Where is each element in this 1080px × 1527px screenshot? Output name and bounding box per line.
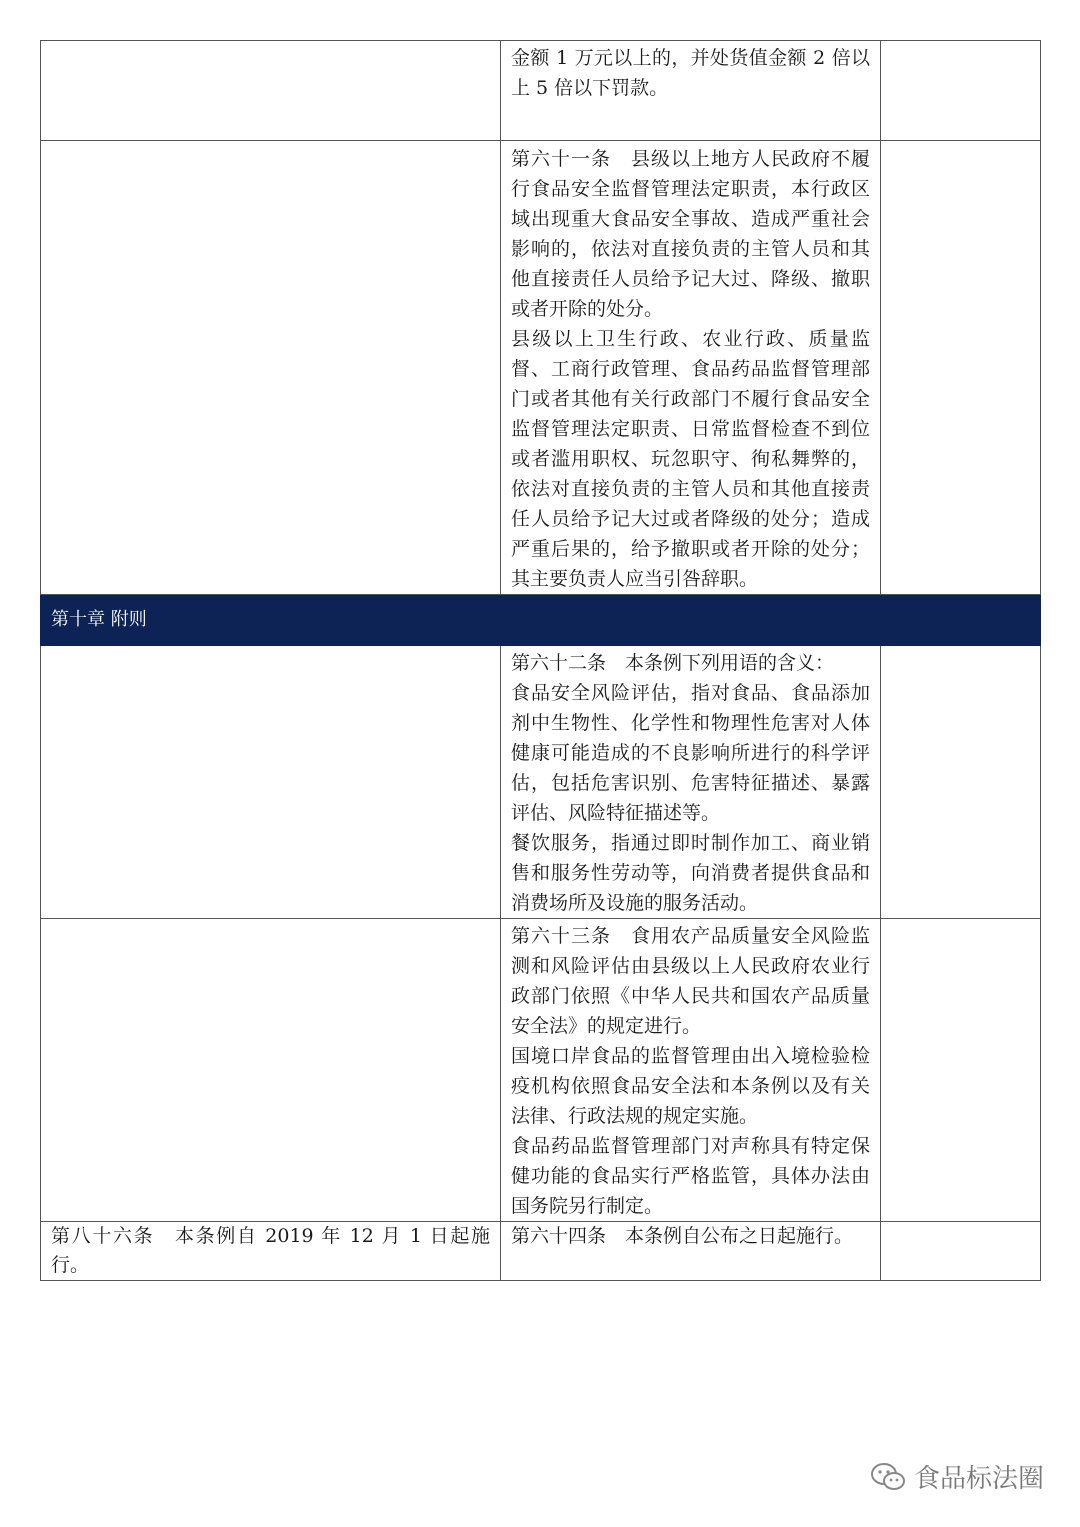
article-63-paragraph: 第六十三条 食用农产品质量安全风险监测和风险评估由县级以上人民政府农业行政部门依照《中华人民共和国农产品质量安全法》的规定进行。 xyxy=(511,925,870,1037)
old-text-cell xyxy=(41,141,501,595)
note-cell xyxy=(881,646,1041,919)
article-62-paragraph: 第六十二条 本条例下列用语的含义： xyxy=(511,652,835,674)
table-row xyxy=(41,919,1041,1222)
paragraph: 金额 1 万元以上的，并处货值金额 2 倍以上 5 倍以下罚款。 xyxy=(511,47,870,99)
paragraph: 国境口岸食品的监督管理由出入境检验检疫机构依照食品安全法和本条例以及有关法律、行政法规的规定实施。 xyxy=(511,1045,870,1127)
old-text-cell xyxy=(41,41,501,141)
paragraph: 食品安全风险评估，指对食品、食品添加剂中生物性、化学性和物理性危害对人体健康可能造成的不良影响所进行的科学评估，包括危害识别、危害特征描述、暴露评估、风险特征描述等。 xyxy=(511,682,870,824)
note-cell xyxy=(881,141,1041,595)
note-cell xyxy=(881,41,1041,141)
paragraph: 餐饮服务，指通过即时制作加工、商业销售和服务性劳动等，向消费者提供食品和消费场所及设施的服务活动。 xyxy=(511,832,870,914)
watermark-text: 食品标法圈 xyxy=(913,1464,1044,1494)
chapter-band-cell xyxy=(881,595,1041,646)
new-text-cell xyxy=(501,1222,881,1281)
old-text-cell xyxy=(41,646,501,919)
chapter-heading-row xyxy=(41,595,1041,646)
table-row xyxy=(41,1222,1041,1281)
watermark xyxy=(870,1458,1044,1495)
paragraph: 食品药品监督管理部门对声称具有特定保健功能的食品实行严格监管，具体办法由国务院另行制定。 xyxy=(511,1135,870,1217)
chapter-title: 第十章 附则 xyxy=(51,609,147,630)
article-86-text: 第八十六条 本条例自 2019 年 12 月 1 日起施行。 xyxy=(51,1225,490,1276)
chapter-title-cell xyxy=(41,595,501,646)
article-64-text: 第六十四条 本条例自公布之日起施行。 xyxy=(511,1225,854,1247)
new-text-cell xyxy=(501,41,881,141)
note-cell xyxy=(881,919,1041,1222)
paragraph: 县级以上卫生行政、农业行政、质量监督、工商行政管理、食品药品监督管理部门或者其他有关行政部门不履行食品安全监督管理法定职责、日常监督检查不到位或者滥用职权、玩忽职守、徇私舞弊的，依法对直接负责的主管人员和其他直接责任人员给予记大过或者降级的处分；造成严重后果的，给予撤职或者开除的处分；其主要负责人应当引咎辞职。 xyxy=(511,328,870,590)
wechat-icon xyxy=(870,1462,906,1492)
table-row xyxy=(41,141,1041,595)
new-text-cell xyxy=(501,141,881,595)
new-text-cell xyxy=(501,919,881,1222)
chapter-band-cell xyxy=(501,595,881,646)
new-text-cell xyxy=(501,646,881,919)
old-text-cell xyxy=(41,919,501,1222)
article-61-paragraph: 第六十一条 县级以上地方人民政府不履行食品安全监督管理法定职责，本行政区域出现重大食品安全事故、造成严重社会影响的，依法对直接负责的主管人员和其他直接责任人员给予记大过、降级、撤职或者开除的处分。 xyxy=(511,148,870,320)
table-row xyxy=(41,646,1041,919)
old-text-cell xyxy=(41,1222,501,1281)
note-cell xyxy=(881,1222,1041,1281)
comparison-table xyxy=(40,40,1041,1281)
table-row xyxy=(41,41,1041,141)
